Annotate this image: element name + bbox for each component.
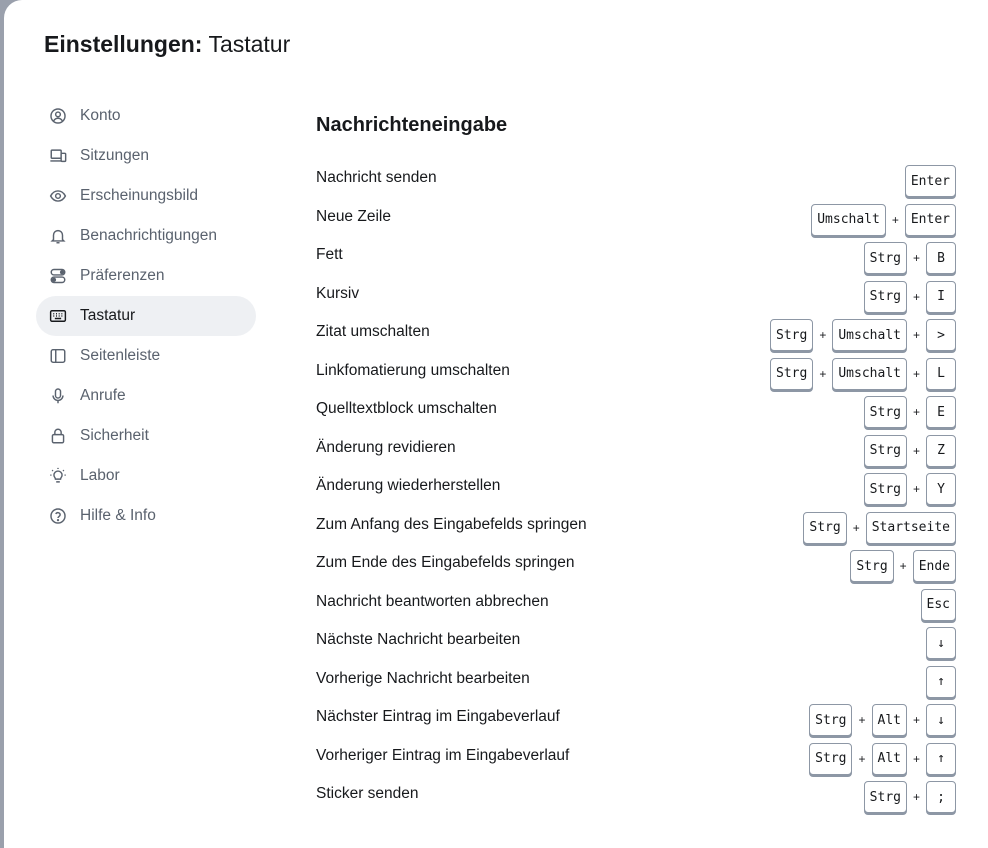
shortcut-label: Vorheriger Eintrag im Eingabeverlauf <box>316 746 570 764</box>
lock-icon <box>48 426 68 446</box>
key-combination <box>864 473 956 505</box>
key-cap: Startseite <box>866 512 956 544</box>
plus-separator: + <box>852 520 860 535</box>
key-cap: > <box>926 319 956 351</box>
key-cap: Strg <box>770 319 813 351</box>
key-cap: E <box>926 396 956 428</box>
key-cap: ; <box>926 781 956 813</box>
shortcut-row <box>316 509 956 548</box>
key-cap: B <box>926 242 956 274</box>
key-cap: Strg <box>864 242 907 274</box>
sidebar-item-tastatur[interactable] <box>36 296 256 336</box>
key-cap: L <box>926 358 956 390</box>
settings-dialog <box>4 0 988 848</box>
plus-separator: + <box>912 751 920 766</box>
shortcut-label: Nachricht beantworten abbrechen <box>316 592 549 610</box>
plus-separator: + <box>912 251 920 266</box>
shortcut-label: Kursiv <box>316 284 360 302</box>
key-combination <box>864 435 956 467</box>
plus-separator: + <box>899 559 907 574</box>
sidebar-item-label: Labor <box>80 467 120 484</box>
key-cap: Umschalt <box>832 319 907 351</box>
plus-separator: + <box>912 328 920 343</box>
plus-separator: + <box>819 328 827 343</box>
key-cap: Strg <box>864 781 907 813</box>
key-cap: Umschalt <box>811 204 886 236</box>
shortcut-row <box>316 663 956 702</box>
key-cap: Strg <box>864 396 907 428</box>
shortcut-row <box>316 239 956 278</box>
sidebar-item-sitzungen[interactable] <box>36 136 256 176</box>
key-combination <box>770 358 956 390</box>
sidebar-item-erscheinungsbild[interactable] <box>36 176 256 216</box>
shortcut-row <box>316 393 956 432</box>
shortcut-label: Vorherige Nachricht bearbeiten <box>316 669 530 687</box>
lightbulb-icon <box>48 466 68 486</box>
plus-separator: + <box>912 713 920 728</box>
key-cap: Strg <box>850 550 893 582</box>
eye-icon <box>48 186 68 206</box>
sidebar-item-label: Präferenzen <box>80 267 165 284</box>
shortcut-label: Sticker senden <box>316 785 419 803</box>
page-title <box>44 31 290 58</box>
plus-separator: + <box>912 443 920 458</box>
plus-separator: + <box>912 289 920 304</box>
key-cap: Strg <box>809 743 852 775</box>
key-cap: Strg <box>864 281 907 313</box>
key-cap: Y <box>926 473 956 505</box>
shortcut-label: Zum Ende des Eingabefelds springen <box>316 554 575 572</box>
shortcut-label: Neue Zeile <box>316 207 391 225</box>
shortcut-row <box>316 201 956 240</box>
key-combination <box>864 781 956 813</box>
settings-sidebar <box>36 96 256 536</box>
key-cap: Alt <box>872 743 907 775</box>
shortcut-label: Fett <box>316 246 343 264</box>
key-cap: Enter <box>905 165 956 197</box>
plus-separator: + <box>819 366 827 381</box>
shortcut-row <box>316 624 956 663</box>
key-cap: Strg <box>770 358 813 390</box>
key-combination <box>850 550 956 582</box>
help-icon <box>48 506 68 526</box>
sidebar-item-label: Tastatur <box>80 307 136 324</box>
sidebar-item-label: Sitzungen <box>80 147 149 164</box>
sidebar-item-label: Sicherheit <box>80 427 149 444</box>
shortcut-row <box>316 278 956 317</box>
sidebar-item-label: Konto <box>80 107 121 124</box>
shortcut-row <box>316 162 956 201</box>
key-cap: ↓ <box>926 704 956 736</box>
plus-separator: + <box>891 212 899 227</box>
key-combination <box>926 627 956 659</box>
shortcut-row <box>316 740 956 779</box>
section-title: Nachrichteneingabe <box>316 114 508 136</box>
shortcut-label: Nachricht senden <box>316 169 437 187</box>
devices-icon <box>48 146 68 166</box>
shortcut-label: Quelltextblock umschalten <box>316 400 497 418</box>
key-combination <box>809 743 956 775</box>
key-combination <box>864 242 956 274</box>
shortcut-label: Linkfomatierung umschalten <box>316 361 510 379</box>
key-cap: Strg <box>864 473 907 505</box>
plus-separator: + <box>912 366 920 381</box>
key-combination <box>921 589 956 621</box>
bell-icon <box>48 226 68 246</box>
plus-separator: + <box>912 482 920 497</box>
sidebar-item-sicherheit[interactable] <box>36 416 256 456</box>
shortcut-label: Zitat umschalten <box>316 323 430 341</box>
shortcut-row <box>316 586 956 625</box>
sidebar-item-praeferenzen[interactable] <box>36 256 256 296</box>
key-cap: Umschalt <box>832 358 907 390</box>
plus-separator: + <box>912 790 920 805</box>
shortcut-label: Nächste Nachricht bearbeiten <box>316 631 521 649</box>
sidebar-item-hilfe-info[interactable] <box>36 496 256 536</box>
key-cap: Alt <box>872 704 907 736</box>
shortcut-row <box>316 470 956 509</box>
key-cap: ↓ <box>926 627 956 659</box>
sidebar-icon <box>48 346 68 366</box>
key-combination <box>803 512 956 544</box>
key-cap: ↑ <box>926 666 956 698</box>
sidebar-item-anrufe[interactable] <box>36 376 256 416</box>
account-icon <box>48 106 68 126</box>
key-cap: Strg <box>803 512 846 544</box>
key-cap: ↑ <box>926 743 956 775</box>
shortcut-row <box>316 355 956 394</box>
key-combination <box>864 396 956 428</box>
shortcut-label: Nächster Eintrag im Eingabeverlauf <box>316 708 560 726</box>
settings-content <box>316 112 956 817</box>
key-combination <box>809 704 956 736</box>
page-title-section: Tastatur <box>208 31 291 57</box>
key-combination <box>864 281 956 313</box>
key-cap: Esc <box>921 589 956 621</box>
key-cap: Strg <box>809 704 852 736</box>
key-combination <box>905 165 956 197</box>
shortcut-row <box>316 778 956 817</box>
shortcut-label: Änderung revidieren <box>316 438 456 456</box>
sidebar-item-label: Anrufe <box>80 387 126 404</box>
sidebar-item-label: Hilfe & Info <box>80 507 156 524</box>
sidebar-item-seitenleiste[interactable] <box>36 336 256 376</box>
sidebar-item-label: Seitenleiste <box>80 347 161 364</box>
shortcut-list <box>316 162 956 817</box>
shortcut-row <box>316 432 956 471</box>
key-cap: Strg <box>864 435 907 467</box>
sidebar-item-label: Benachrichtigungen <box>80 227 218 244</box>
sidebar-item-labor[interactable] <box>36 456 256 496</box>
sidebar-item-benachrichtigungen[interactable] <box>36 216 256 256</box>
key-combination <box>926 666 956 698</box>
shortcut-row <box>316 316 956 355</box>
sidebar-item-label: Erscheinungsbild <box>80 187 199 204</box>
key-cap: Enter <box>905 204 956 236</box>
key-cap: Ende <box>913 550 956 582</box>
microphone-icon <box>48 386 68 406</box>
key-combination <box>811 204 956 236</box>
key-combination <box>770 319 956 351</box>
keyboard-icon <box>48 306 68 326</box>
plus-separator: + <box>858 751 866 766</box>
key-cap: I <box>926 281 956 313</box>
shortcut-row <box>316 547 956 586</box>
toggles-icon <box>48 266 68 286</box>
plus-separator: + <box>912 405 920 420</box>
shortcut-label: Änderung wiederherstellen <box>316 477 501 495</box>
page-title-prefix: Einstellungen: <box>44 31 203 57</box>
shortcut-label: Zum Anfang des Eingabefelds springen <box>316 515 587 533</box>
sidebar-item-konto[interactable] <box>36 96 256 136</box>
plus-separator: + <box>858 713 866 728</box>
shortcut-row <box>316 701 956 740</box>
key-cap: Z <box>926 435 956 467</box>
